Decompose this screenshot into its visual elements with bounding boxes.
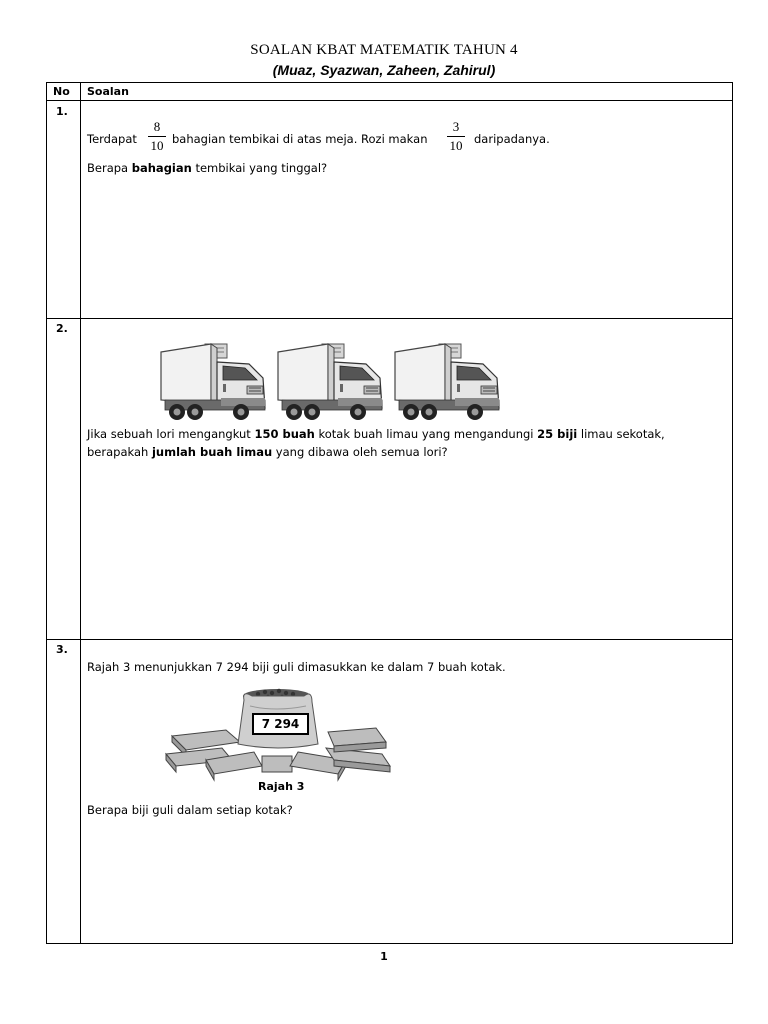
fraction-denominator: 10 [150,138,164,153]
question-number: 1. [56,105,68,118]
page-number: 1 [380,950,388,963]
column-header-question: Soalan [87,85,129,98]
question-text: bahagian tembikai di atas meja. Rozi makan [172,132,428,146]
worksheet-authors: (Muaz, Syazwan, Zaheen, Zahirul) [272,62,496,78]
fraction-numerator: 8 [153,119,161,134]
bag-label-box [252,713,309,735]
question-text: berapakah jumlah buah limau yang dibawa oleh semua lori? [87,445,448,459]
question-text: Berapa biji guli dalam setiap kotak? [87,803,293,817]
question-number: 3. [56,643,68,656]
question-text: daripadanya. [474,132,550,146]
column-header-no: No [53,85,70,98]
question-text: Rajah 3 menunjukkan 7 294 biji guli dimasukkan ke dalam 7 buah kotak. [87,660,506,674]
question-text: Berapa bahagian tembikai yang tinggal? [87,161,328,175]
question-number: 2. [56,322,68,335]
bag-label: 7 294 [261,717,300,731]
question-text: Jika sebuah lori mengangkut 150 buah kotak buah limau yang mengandungi 25 biji limau sekotak, [87,427,665,441]
marble-box-icon [262,756,292,772]
worksheet-title: SOALAN KBAT MATEMATIK TAHUN 4 [250,42,518,58]
fraction-denominator: 10 [449,138,463,153]
figure-caption: Rajah 3 [258,780,305,793]
question-text: Terdapat [87,132,137,146]
fraction-numerator: 3 [452,119,460,134]
